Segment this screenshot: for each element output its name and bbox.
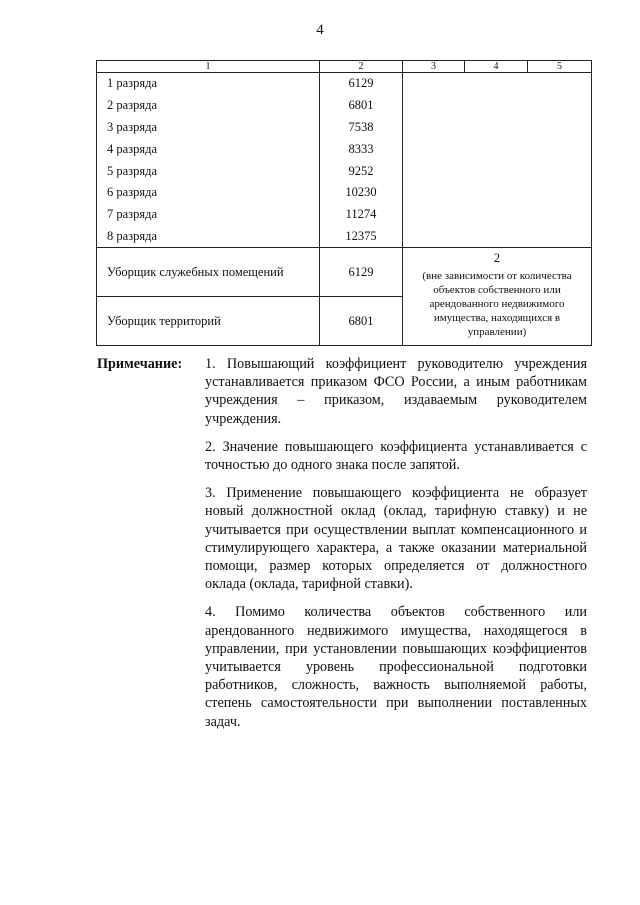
grade-value: 9252 xyxy=(320,160,403,182)
position-name: Уборщик служебных помещений xyxy=(97,248,320,297)
blank-cell xyxy=(403,73,592,248)
grade-name: 3 разряда xyxy=(97,117,320,139)
salary-table xyxy=(96,60,592,346)
grade-name: 6 разряда xyxy=(97,182,320,204)
table-row xyxy=(97,73,592,95)
note-item: 3. Применение повышающего коэффициента не образует новый должностной оклад (оклад, тарифную ставку) и не учитывается при осуществлении выплат компенсационного и стимулирующего характера, а также оказании материальной помощи, размер которых определяется от должностного оклада (оклада, тарифной ставки). xyxy=(205,485,587,593)
header-col-5: 5 xyxy=(528,61,592,73)
notes-label: Примечание: xyxy=(97,356,183,372)
note-item: 4. Помимо количества объектов собственного или арендованного недвижимого имущества, находящегося в управлении, при установлении повышающих коэффициентов учитывается уровень профессиональной подготовки работников, сложность, важность выполняемой работы, степень самостоятельности при выполнении поставленных задач. xyxy=(205,604,587,730)
table-header-row xyxy=(97,61,592,73)
header-col-2: 2 xyxy=(320,61,403,73)
grade-name: 7 разряда xyxy=(97,204,320,226)
position-name: Уборщик территорий xyxy=(97,297,320,346)
grade-name: 5 разряда xyxy=(97,160,320,182)
merged-note-value: 2 xyxy=(493,251,501,266)
table-row xyxy=(97,248,592,297)
header-col-4: 4 xyxy=(465,61,528,73)
note-item: 2. Значение повышающего коэффициента устанавливается с точностью до одного знака после запятой. xyxy=(205,438,587,474)
note-item: 1. Повышающий коэффициент руководителю учреждения устанавливается приказом ФСО России, а иным работникам учреждения – приказом, издаваемым руководителем учреждения. xyxy=(205,356,587,427)
grade-name: 4 разряда xyxy=(97,138,320,160)
grade-name: 1 разряда xyxy=(97,73,320,95)
notes-list xyxy=(205,355,587,741)
grade-value: 6801 xyxy=(320,95,403,117)
grade-value: 10230 xyxy=(320,182,403,204)
merged-note-cell xyxy=(403,248,592,346)
position-value: 6801 xyxy=(320,297,403,346)
grade-value: 12375 xyxy=(320,226,403,248)
grade-name: 2 разряда xyxy=(97,95,320,117)
merged-note-text: (вне зависимости от количества объектов собственного или арендованного недвижимого имущества, находящихся в управлении) xyxy=(422,270,572,339)
grade-value: 8333 xyxy=(320,138,403,160)
page-number: 4 xyxy=(316,22,324,38)
grade-name: 8 разряда xyxy=(97,226,320,248)
grade-value: 11274 xyxy=(320,204,403,226)
header-col-3: 3 xyxy=(403,61,465,73)
grade-value: 6129 xyxy=(320,73,403,95)
grade-value: 7538 xyxy=(320,117,403,139)
header-col-1: 1 xyxy=(97,61,320,73)
position-value: 6129 xyxy=(320,248,403,297)
